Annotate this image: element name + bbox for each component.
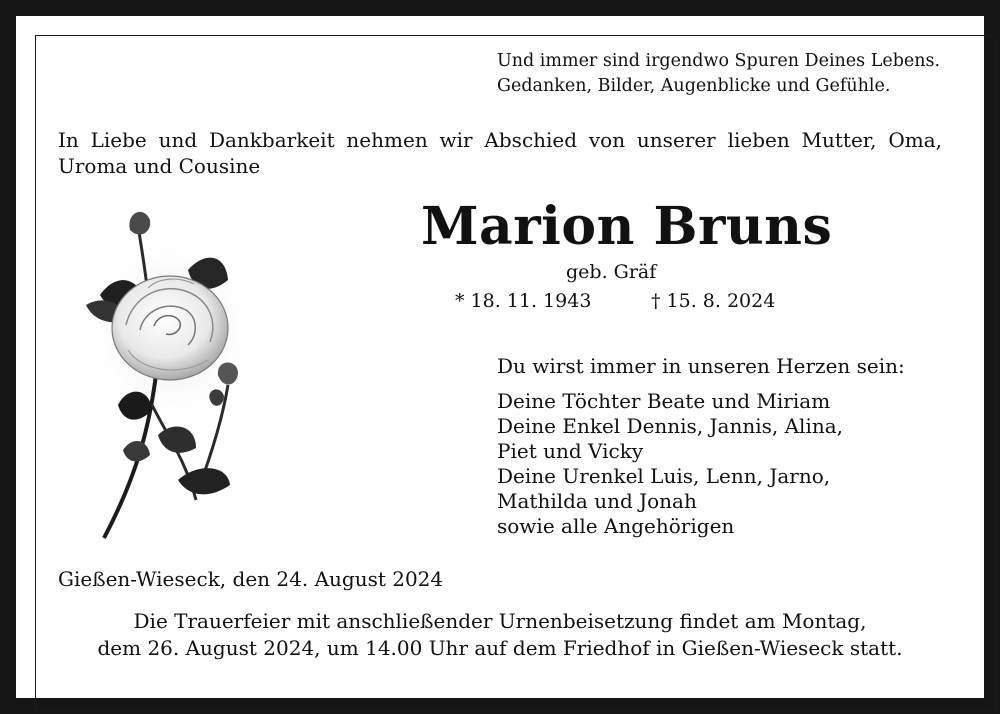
place-date: Gießen-Wieseck, den 24. August 2024 — [58, 567, 444, 591]
heart-line: Du wirst immer in unseren Herzen sein: — [497, 354, 905, 378]
family-line: Piet und Vicky — [497, 439, 644, 463]
deceased-name: Marion Bruns — [421, 196, 833, 257]
intro-text: In Liebe und Dankbarkeit nehmen wir Abschied von unserer lieben Mutter, Oma, Uroma und Cousine — [58, 128, 942, 178]
service-notice — [58, 608, 942, 662]
family-line: Deine Urenkel Luis, Lenn, Jarno, — [497, 464, 831, 488]
motto — [497, 49, 940, 99]
maiden-name: geb. Gräf — [566, 261, 657, 283]
birth-date: * 18. 11. 1943 — [455, 290, 592, 312]
family-line: Mathilda und Jonah — [497, 489, 697, 513]
family-line: Deine Töchter Beate und Miriam — [497, 389, 831, 413]
family-list — [497, 389, 843, 539]
motto-line-2: Gedanken, Bilder, Augenblicke und Gefühle. — [497, 76, 891, 96]
motto-line-1: Und immer sind irgendwo Spuren Deines Lebens. — [497, 51, 941, 71]
rose-icon — [78, 200, 258, 545]
family-line: Deine Enkel Dennis, Jannis, Alina, — [497, 414, 844, 438]
service-line-2: dem 26. August 2024, um 14.00 Uhr auf dem Friedhof in Gießen-Wieseck statt. — [97, 636, 903, 660]
death-date: † 15. 8. 2024 — [651, 290, 776, 312]
family-line: sowie alle Angehörigen — [497, 514, 735, 538]
service-line-1: Die Trauerfeier mit anschließender Urnenbeisetzung findet am Montag, — [133, 609, 867, 633]
